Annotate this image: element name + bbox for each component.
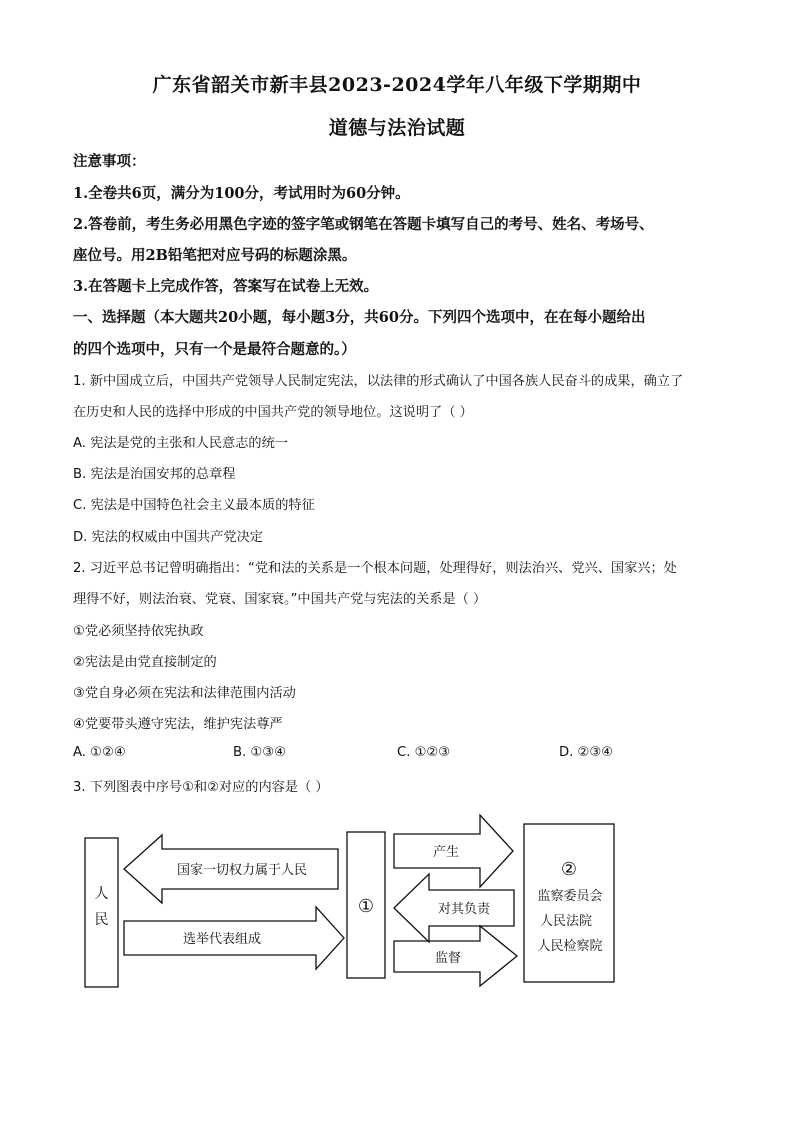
notice-heading: 注意事项： [73, 153, 146, 170]
box-2-line-3: 人民检察院 [537, 939, 603, 954]
q1-stem-line-2: 在历史和人民的选择中形成的中国共产党的领导地位。这说明了（ ） [73, 405, 473, 420]
arrow-power-label: 国家一切权力属于人民 [176, 863, 308, 878]
q2-option-a: A. ①②④ [73, 745, 126, 760]
people-char-1: 人 [94, 886, 109, 902]
notice-item-2-line-2: 座位号。用2B铅笔把对应号码的标题涂黑。 [73, 247, 357, 264]
arrow-responsible-label: 对其负责 [437, 902, 491, 917]
q2-option-c: C. ①②③ [397, 745, 451, 760]
section-heading-line-1: 一、选择题（本大题共20小题，每小题3分，共60分。下列四个选项中，在在每小题给出 [73, 309, 646, 326]
box-1-label: ① [357, 896, 375, 917]
q1-option-b: B. 宪法是治国安邦的总章程 [73, 467, 236, 482]
notice-item-2-line-1: 2.答卷前，考生务必用黑色字迹的签字笔或钢笔在答题卡填写自己的考号、姓名、考场号、 [73, 216, 654, 233]
arrow-elect-label: 选举代表组成 [182, 932, 262, 947]
q2-option-d: D. ②③④ [559, 745, 614, 760]
q2-statement-4: ④党要带头遵守宪法，维护宪法尊严 [73, 717, 283, 732]
box-2-line-2: 人民法院 [539, 914, 593, 929]
exam-subject: 道德与法治试题 [328, 117, 466, 139]
q1-option-d: D. 宪法的权威由中国共产党决定 [73, 530, 263, 545]
q2-stem-line-2: 理得不好，则法治衰、党衰、国家衰。”中国共产党与宪法的关系是（ ） [73, 592, 487, 607]
q2-statement-2: ②宪法是由党直接制定的 [73, 655, 217, 670]
box-2-line-1: 监察委员会 [537, 889, 603, 904]
q2-statement-1: ①党必须坚持依宪执政 [73, 624, 204, 639]
arrow-supervise-label: 监督 [434, 951, 462, 966]
notice-item-1: 1.全卷共6页，满分为100分，考试用时为60分钟。 [73, 185, 410, 202]
arrow-produce-label: 产生 [432, 845, 460, 860]
people-char-2: 民 [94, 912, 109, 928]
q2-statement-3: ③党自身必须在宪法和法律范围内活动 [73, 686, 296, 701]
exam-title: 广东省韶关市新丰县2023-2024学年八年级下学期期中 [152, 74, 642, 96]
q3-stem: 3. 下列图表中序号①和②对应的内容是（ ） [73, 780, 329, 795]
q2-option-b: B. ①③④ [233, 745, 286, 760]
q2-stem-line-1: 2. 习近平总书记曾明确指出：“党和法的关系是一个根本问题，处理得好，则法治兴、党兴、国家兴；处 [73, 561, 677, 576]
box-2-label: ② [560, 859, 578, 880]
q1-option-c: C. 宪法是中国特色社会主义最本质的特征 [73, 498, 315, 513]
q1-stem-line-1: 1. 新中国成立后，中国共产党领导人民制定宪法，以法律的形式确认了中国各族人民奋斗的成果，确立了 [73, 374, 684, 389]
notice-item-3: 3.在答题卡上完成作答，答案写在试卷上无效。 [73, 278, 379, 295]
q1-option-a: A. 宪法是党的主张和人民意志的统一 [73, 436, 288, 451]
section-heading-line-2: 的四个选项中，只有一个是最符合题意的。） [73, 341, 356, 358]
